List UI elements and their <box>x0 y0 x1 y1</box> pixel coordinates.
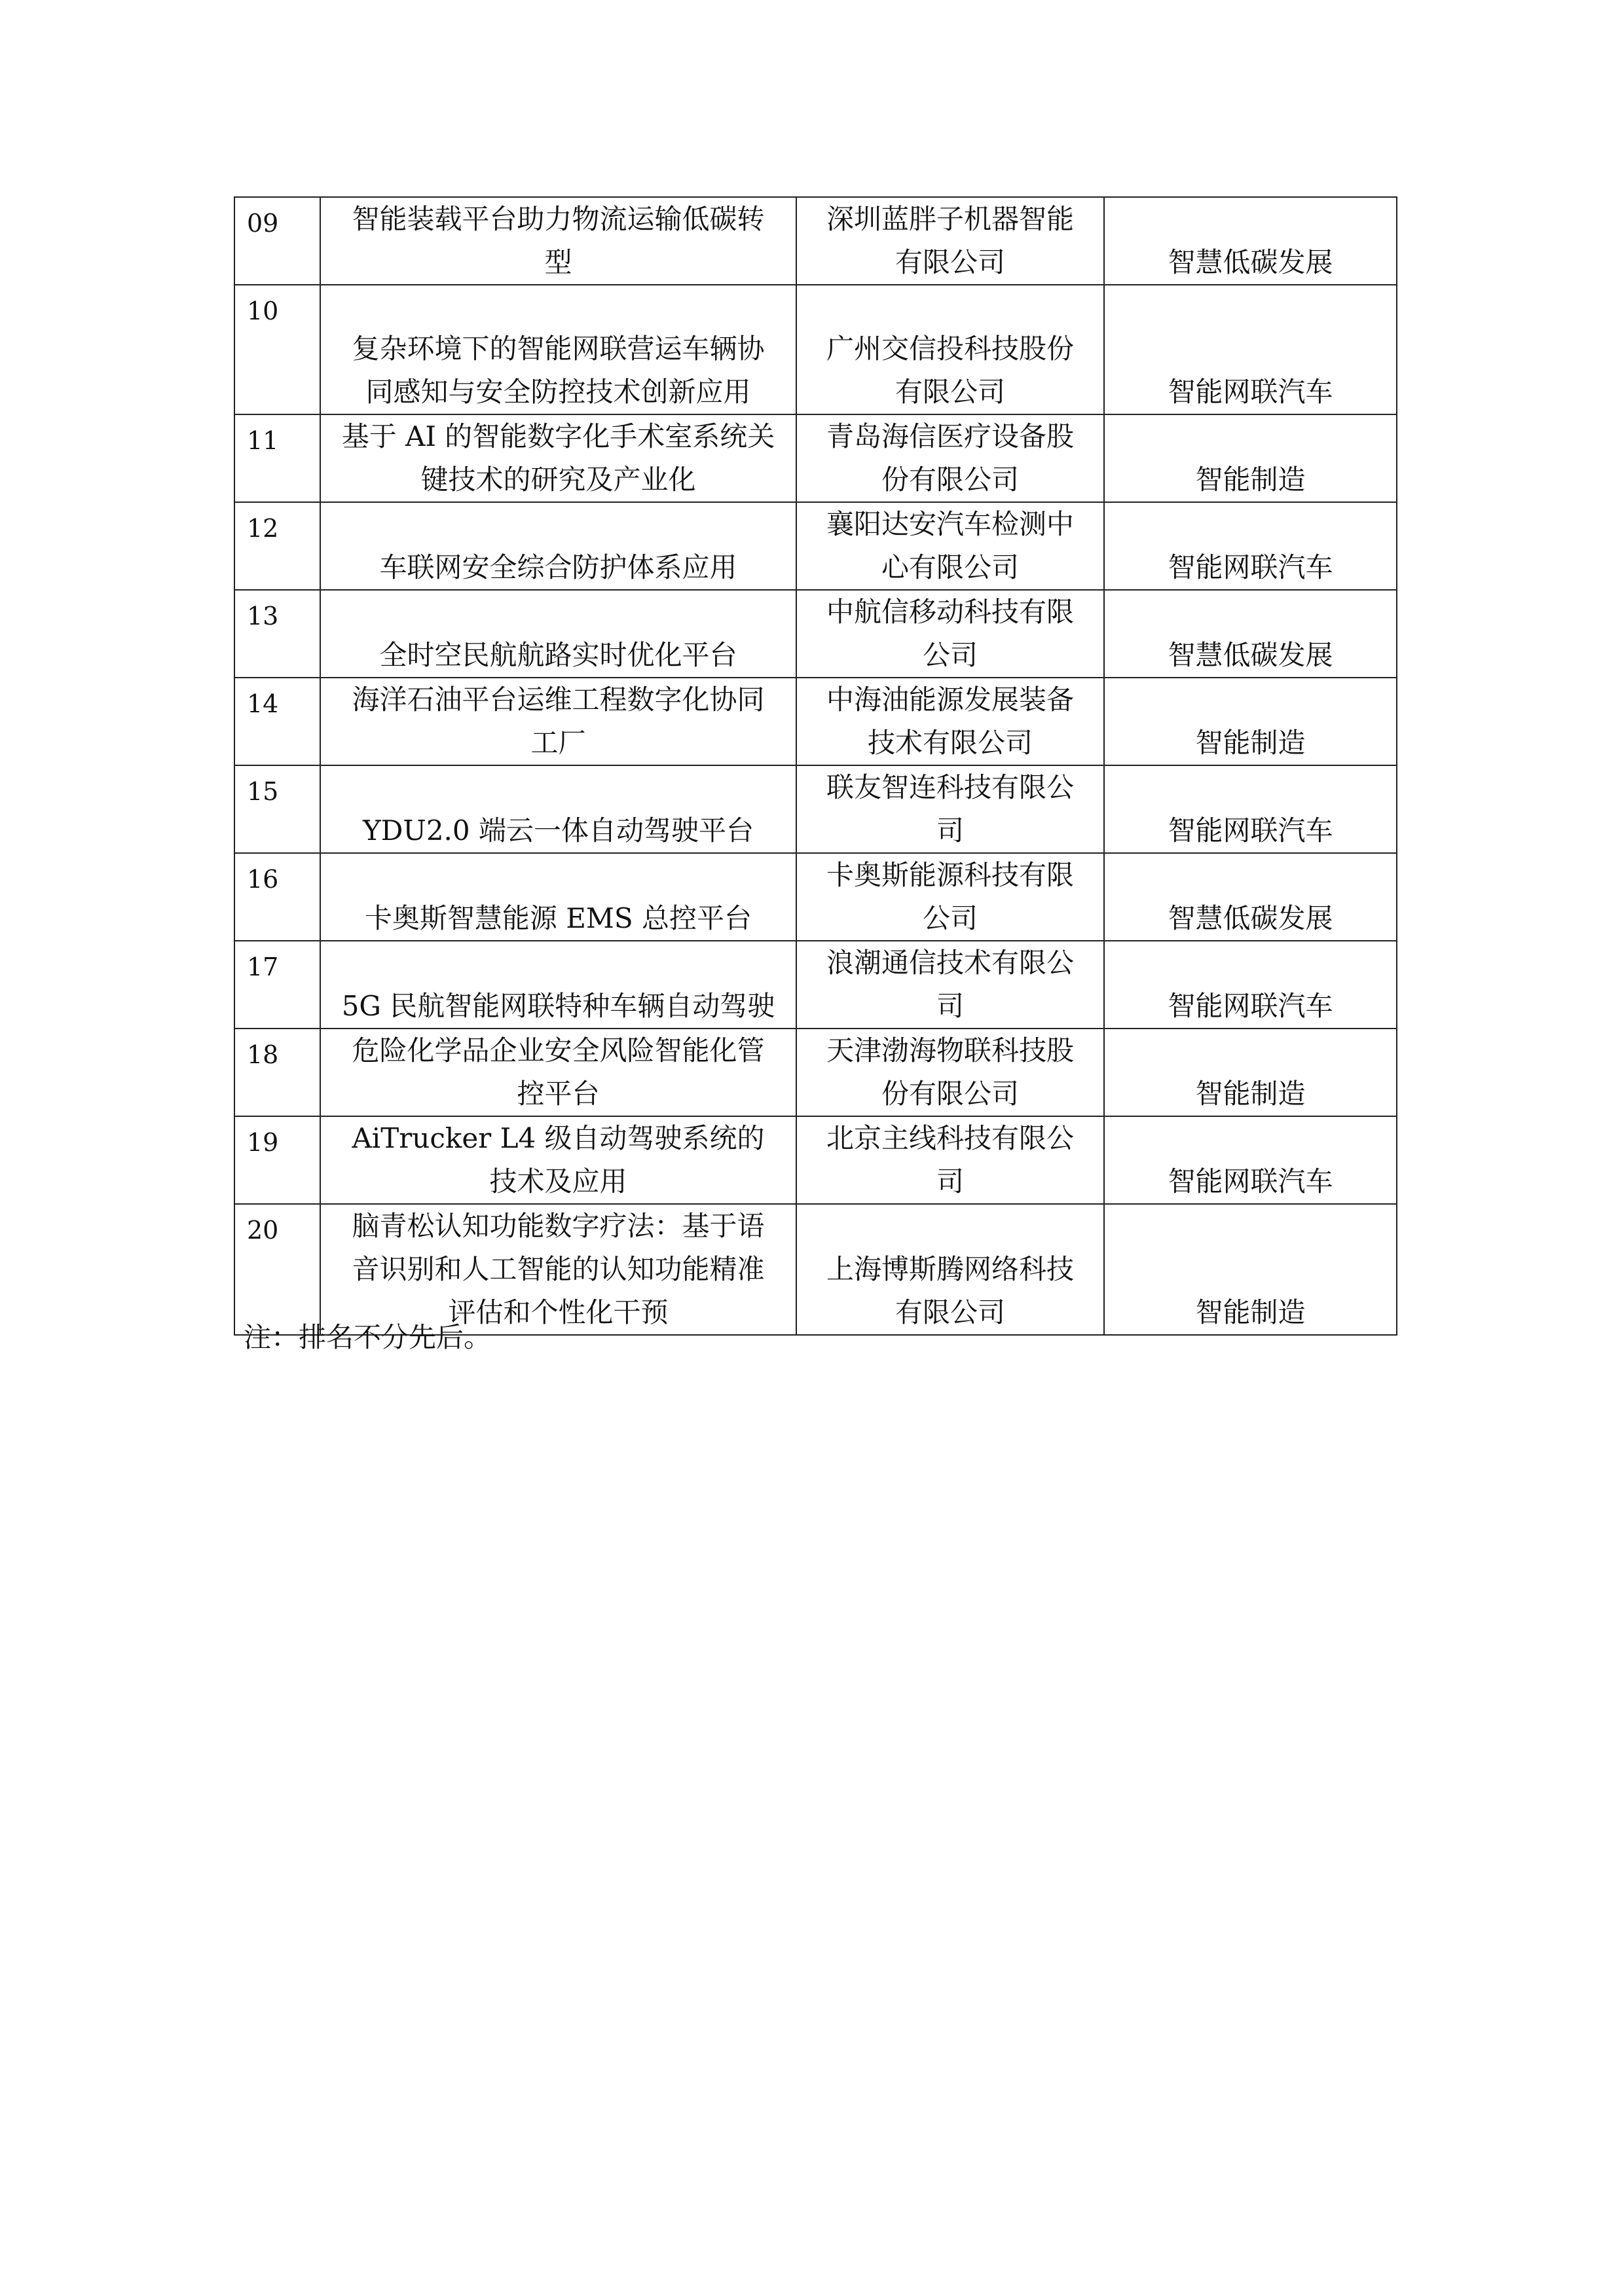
project-name: 危险化学品企业安全风险智能化管控平台 <box>320 1029 796 1116</box>
table-row <box>234 1116 1397 1204</box>
table-row <box>234 678 1397 765</box>
project-name: 车联网安全综合防护体系应用 <box>320 502 796 590</box>
project-name: 5G 民航智能网联特种车辆自动驾驶 <box>320 941 796 1029</box>
organization-name: 襄阳达安汽车检测中心有限公司 <box>796 502 1104 590</box>
field-category: 智能网联汽车 <box>1104 285 1397 414</box>
row-number: 10 <box>234 285 320 414</box>
row-number: 09 <box>234 197 320 285</box>
field-category: 智慧低碳发展 <box>1104 853 1397 941</box>
project-table <box>234 196 1397 1336</box>
organization-name: 天津渤海物联科技股份有限公司 <box>796 1029 1104 1116</box>
project-name: 脑青松认知功能数字疗法：基于语音识别和人工智能的认知功能精准评估和个性化干预 <box>320 1204 796 1335</box>
project-name: YDU2.0 端云一体自动驾驶平台 <box>320 765 796 853</box>
organization-name: 广州交信投科技股份有限公司 <box>796 285 1104 414</box>
project-name: AiTrucker L4 级自动驾驶系统的技术及应用 <box>320 1116 796 1204</box>
project-name: 智能装载平台助力物流运输低碳转型 <box>320 197 796 285</box>
field-category: 智能制造 <box>1104 678 1397 765</box>
row-number: 19 <box>234 1116 320 1204</box>
organization-name: 青岛海信医疗设备股份有限公司 <box>796 414 1104 502</box>
project-name: 海洋石油平台运维工程数字化协同工厂 <box>320 678 796 765</box>
organization-name: 中海油能源发展装备技术有限公司 <box>796 678 1104 765</box>
field-category: 智能网联汽车 <box>1104 765 1397 853</box>
field-category: 智能制造 <box>1104 414 1397 502</box>
organization-name: 卡奥斯能源科技有限公司 <box>796 853 1104 941</box>
project-name: 复杂环境下的智能网联营运车辆协同感知与安全防控技术创新应用 <box>320 285 796 414</box>
table-row <box>234 285 1397 414</box>
table-row <box>234 502 1397 590</box>
row-number: 16 <box>234 853 320 941</box>
project-name: 全时空民航航路实时优化平台 <box>320 590 796 678</box>
row-number: 11 <box>234 414 320 502</box>
field-category: 智慧低碳发展 <box>1104 197 1397 285</box>
organization-name: 中航信移动科技有限公司 <box>796 590 1104 678</box>
organization-name: 深圳蓝胖子机器智能有限公司 <box>796 197 1104 285</box>
footnote: 注：排名不分先后。 <box>244 1321 492 1353</box>
table-row <box>234 765 1397 853</box>
table-row <box>234 853 1397 941</box>
field-category: 智能网联汽车 <box>1104 502 1397 590</box>
table-row <box>234 1204 1397 1335</box>
organization-name: 浪潮通信技术有限公司 <box>796 941 1104 1029</box>
row-number: 14 <box>234 678 320 765</box>
organization-name: 上海博斯腾网络科技有限公司 <box>796 1204 1104 1335</box>
row-number: 12 <box>234 502 320 590</box>
row-number: 15 <box>234 765 320 853</box>
table-row <box>234 414 1397 502</box>
project-name: 基于 AI 的智能数字化手术室系统关键技术的研究及产业化 <box>320 414 796 502</box>
table-row <box>234 1029 1397 1116</box>
field-category: 智能网联汽车 <box>1104 941 1397 1029</box>
row-number: 17 <box>234 941 320 1029</box>
field-category: 智能网联汽车 <box>1104 1116 1397 1204</box>
table-row <box>234 197 1397 285</box>
row-number: 20 <box>234 1204 320 1335</box>
organization-name: 联友智连科技有限公司 <box>796 765 1104 853</box>
field-category: 智能制造 <box>1104 1204 1397 1335</box>
field-category: 智能制造 <box>1104 1029 1397 1116</box>
table-row <box>234 941 1397 1029</box>
row-number: 13 <box>234 590 320 678</box>
project-name: 卡奥斯智慧能源 EMS 总控平台 <box>320 853 796 941</box>
row-number: 18 <box>234 1029 320 1116</box>
organization-name: 北京主线科技有限公司 <box>796 1116 1104 1204</box>
table-row <box>234 590 1397 678</box>
field-category: 智慧低碳发展 <box>1104 590 1397 678</box>
